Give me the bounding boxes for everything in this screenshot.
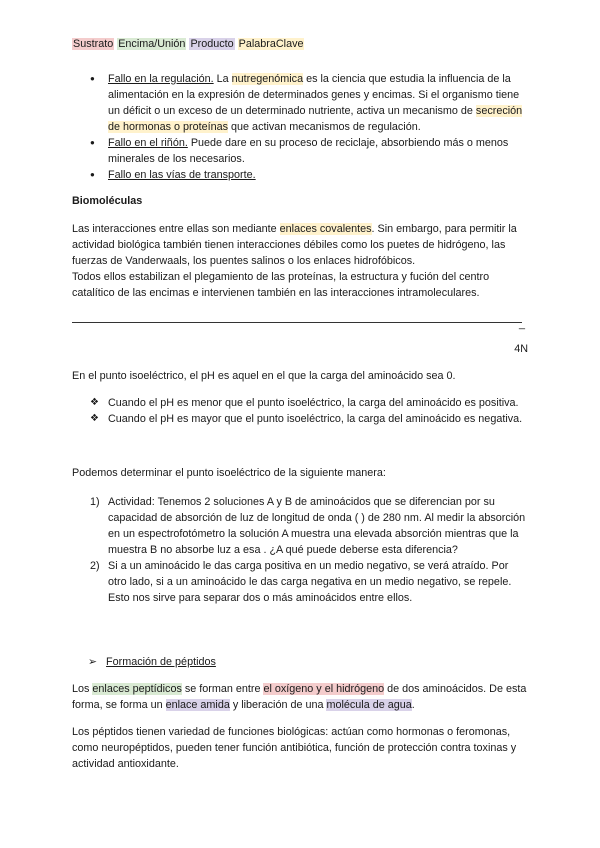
determinar-paragraph: Podemos determinar el punto isoeléctrico de la siguiente manera:: [72, 467, 386, 479]
legend-encima: Encima/Unión: [118, 38, 186, 50]
list-item: 2) Si a un aminoácido le das carga positiva en un medio negativo, se verá atraído. Por otro lado, si a un aminoácido le das carga negativa en un medio negativo, se repele. Esto nos sirve para separar dos o más aminoácidos entre ellos.: [90, 560, 512, 604]
list-item: ❖ Cuando el pH es menor que el punto isoeléctrico, la carga del aminoácido es positiva.: [88, 395, 528, 411]
product-enlace-amida: enlace amida: [165, 699, 230, 711]
list-item: [88, 167, 528, 183]
biomoleculas-heading: Biomoléculas: [72, 195, 143, 207]
keyword-secrecion: secreción de hormonas o proteínas: [108, 105, 523, 133]
rule-tick: _: [519, 318, 526, 330]
enzyme-enlaces-peptidicos: enlaces peptídicos: [92, 683, 182, 695]
peptidos-heading: Formación de péptidos: [106, 656, 216, 668]
horizontal-rule: [72, 322, 522, 323]
fallo-rinon-title: Fallo en el riñón.: [108, 137, 188, 149]
legend-clave: PalabraClave: [238, 38, 304, 50]
peptidos-heading-row: [88, 654, 216, 670]
product-molecula-agua: molécula de agua: [326, 699, 412, 711]
legend-producto: Producto: [190, 38, 234, 50]
peptidos-functions-paragraph: Los péptidos tienen variedad de funciones biológicas: actúan como hormonas o feromonas, como neuropéptidos, pueden tener función antibiótica, función de protección contra toxinas y actividad antioxidante.: [72, 726, 517, 770]
highlight-legend: [72, 36, 528, 52]
list-item: ● Fallo en la regulación. La nutregenómica es la ciencia que estudia la influencia de la alimentación en la expresión de determinados genes y encimas. Si el organismo tiene un déficit o un exceso de un determinado nutriente, activa un mecanismo de secreción de hormonas o proteínas que activan mecanismos de regulación.: [88, 71, 528, 135]
fallo-transporte-title: Fallo en las vías de transporte.: [108, 169, 256, 181]
legend-sustrato: Sustrato: [73, 38, 114, 50]
ph-list: [88, 395, 528, 427]
keyword-enlaces-covalentes: enlaces covalentes: [279, 223, 372, 235]
arrow-bullet-icon: ➢: [88, 656, 98, 668]
list-item: ❖ Cuando el pH es mayor que el punto isoeléctrico, la carga del aminoácido es negativa.: [88, 411, 528, 427]
fallo-regulacion-title: Fallo en la regulación.: [108, 73, 214, 85]
biomoleculas-paragraph: Las interacciones entre ellas son mediante enlaces covalentes. Sin embargo, para permitir la actividad biológica también tienen interacciones débiles como los puetes de hidrógeno, las fuerzas de Vanderwaals, los puentes salinos o los enlaces hidrofóbicos. Todos ellos estabilizan el plegamiento de las proteínas, la estructura y fución del centro catalítico de las encimas e intervienen también en las interacciones intramoleculares.: [72, 223, 517, 299]
numbered-list: [88, 494, 528, 606]
fallos-list: [88, 71, 528, 183]
list-item: 1) Actividad: Tenemos 2 soluciones A y B de aminoácidos que se diferencian por su capacidad de absorción de luz de longitud de onda ( ) de 280 nm. Al medir la absorción en un espectrofotómetro la solución A muestra una elevada absorción mientras que la muestra B no absorbe luz a esa . ¿A qué puede deberse esta diferencia?: [90, 496, 526, 556]
substrate-oxigeno-hidrogeno: el oxígeno y el hidrógeno: [263, 683, 385, 695]
peptidos-paragraph: Los enlaces peptídicos se forman entre el oxígeno y el hidrógeno de dos aminoácidos. De esta forma, se forma un enlace amida y liberación de una molécula de agua.: [72, 683, 527, 711]
keyword-nutregenomica: nutregenómica: [231, 73, 304, 85]
list-item: ● Fallo en el riñón. Puede dare en su proceso de reciclaje, absorbiendo más o menos minerales de los necesarios.: [88, 135, 528, 167]
section-label-4n: 4N: [514, 343, 528, 355]
isoelectrico-intro: En el punto isoeléctrico, el pH es aquel en el que la carga del aminoácido sea 0.: [72, 370, 456, 382]
